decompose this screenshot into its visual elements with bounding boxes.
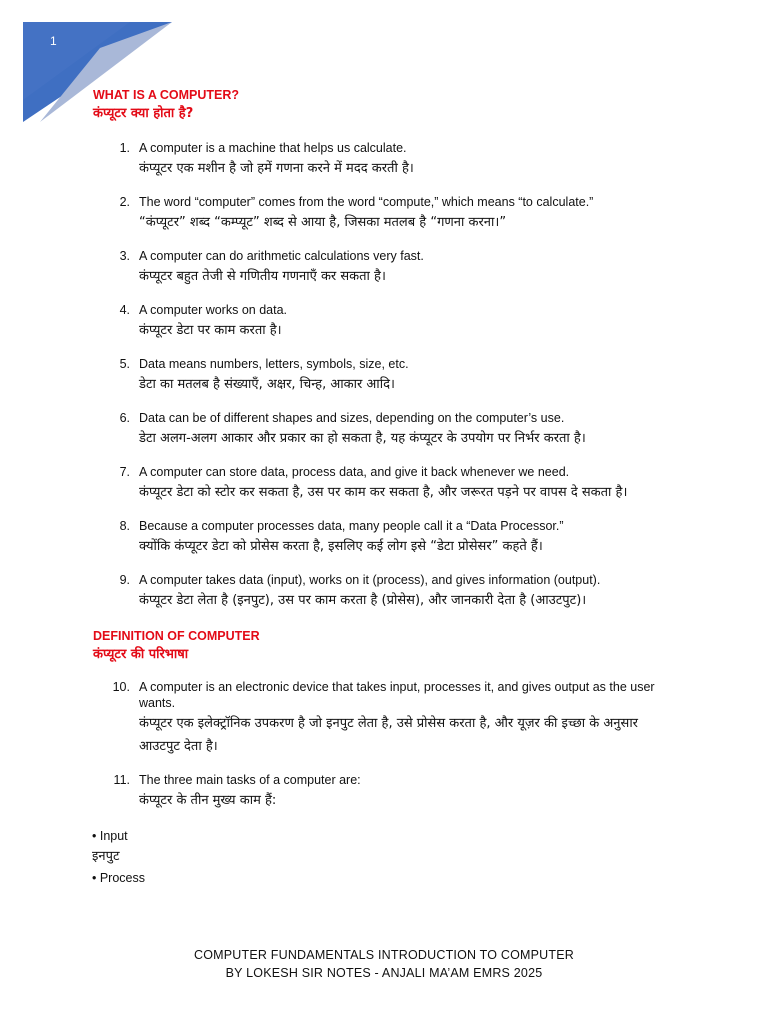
bullet-input: • Input — [92, 829, 128, 843]
bullet-input-hindi: इनपुट — [92, 849, 120, 864]
list-item — [93, 410, 693, 450]
section-title-definition: DEFINITION OF COMPUTER — [93, 629, 260, 643]
item-text-hi: कंप्यूटर डेटा पर काम करता है। — [139, 323, 282, 338]
item-text-en: The word “computer” comes from the word “compute,” which means “to calculate.” — [139, 195, 594, 209]
list-item — [93, 464, 693, 504]
items-list-1 — [93, 140, 693, 612]
item-number: 2. — [119, 195, 130, 209]
item-text-hi: कंप्यूटर के तीन मुख्य काम हैं: — [139, 793, 277, 808]
section-title-definition-hindi: कंप्यूटर की परिभाषा — [93, 647, 189, 662]
footer-line-1: COMPUTER FUNDAMENTALS INTRODUCTION TO COMPUTER — [193, 948, 575, 962]
item-text-hi: कंप्यूटर डेटा को स्टोर कर सकता है, उस पर काम कर सकता है, और जरूरत पड़ने पर वापस दे सकता है। — [139, 485, 628, 500]
item-text-en: Data can be of different shapes and sizes, depending on the computer’s use. — [139, 411, 565, 425]
item-text-en: A computer is an electronic device that takes input, processes it, and gives output as the user wants. — [139, 680, 655, 710]
item-text-en: A computer is a machine that helps us calculate. — [139, 141, 407, 155]
page-number: 1 — [50, 34, 57, 48]
item-text-en: Data means numbers, letters, symbols, size, etc. — [139, 357, 409, 371]
page-footer — [0, 946, 768, 982]
item-text-hi: कंप्यूटर डेटा लेता है (इनपुट), उस पर काम करता है (प्रोसेस), और जानकारी देता है (आउटपुट)। — [139, 593, 587, 608]
bullet-process: • Process — [92, 871, 146, 885]
item-text-hi: कंप्यूटर बहुत तेजी से गणितीय गणनाएँ कर सकता है। — [139, 269, 386, 284]
item-text-en: Because a computer processes data, many people call it a “Data Processor.” — [139, 519, 564, 533]
item-number: 7. — [119, 465, 130, 479]
item-number: 6. — [119, 411, 130, 425]
task-bullets — [92, 826, 693, 888]
item-text-en: A computer can store data, process data, and give it back whenever we need. — [139, 465, 570, 479]
item-number: 11. — [113, 773, 130, 787]
list-item — [93, 679, 693, 758]
list-item — [93, 772, 693, 812]
item-text-hi: कंप्यूटर एक मशीन है जो हमें गणना करने में मदद करती है। — [139, 161, 414, 176]
list-item — [93, 356, 693, 396]
item-text-en: The three main tasks of a computer are: — [139, 773, 361, 787]
list-item — [93, 572, 693, 612]
item-number: 4. — [119, 303, 130, 317]
item-number: 10. — [112, 680, 130, 694]
item-text-en: A computer works on data. — [139, 303, 287, 317]
item-number: 8. — [119, 519, 130, 533]
item-number: 1. — [119, 141, 130, 155]
list-item — [93, 518, 693, 558]
item-text-hi: “कंप्यूटर” शब्द “कम्प्यूट” शब्द से आया है, जिसका मतलब है “गणना करना।” — [139, 215, 507, 230]
list-item — [93, 248, 693, 288]
items-list-2 — [93, 679, 693, 812]
section-title-what-is-computer-hindi: कंप्यूटर क्या होता है? — [93, 106, 194, 121]
footer-line-2: BY LOKESH SIR NOTES - ANJALI MA’AM EMRS 2025 — [225, 966, 543, 980]
item-text-en: A computer can do arithmetic calculations very fast. — [139, 249, 424, 263]
item-number: 5. — [119, 357, 130, 371]
list-item — [93, 140, 693, 180]
item-text-hi: कंप्यूटर एक इलेक्ट्रॉनिक उपकरण है जो इनपुट लेता है, उसे प्रोसेस करता है, और यूज़र की इच्छा के अनुसार आउटपुट देता है। — [139, 716, 638, 754]
item-text-hi: क्योंकि कंप्यूटर डेटा को प्रोसेस करता है, इसलिए कई लोग इसे “डेटा प्रोसेसर” कहते हैं। — [139, 539, 543, 554]
item-number: 9. — [119, 573, 130, 587]
page-content — [93, 87, 693, 888]
list-item — [93, 194, 693, 234]
item-number: 3. — [119, 249, 130, 263]
list-item — [93, 302, 693, 342]
item-text-hi: डेटा का मतलब है संख्याएँ, अक्षर, चिन्ह, आकार आदि। — [139, 377, 395, 392]
section-title-what-is-computer: WHAT IS A COMPUTER? — [93, 88, 240, 102]
item-text-en: A computer takes data (input), works on it (process), and gives information (output). — [139, 573, 601, 587]
item-text-hi: डेटा अलग-अलग आकार और प्रकार का हो सकता है, यह कंप्यूटर के उपयोग पर निर्भर करता है। — [139, 431, 586, 446]
